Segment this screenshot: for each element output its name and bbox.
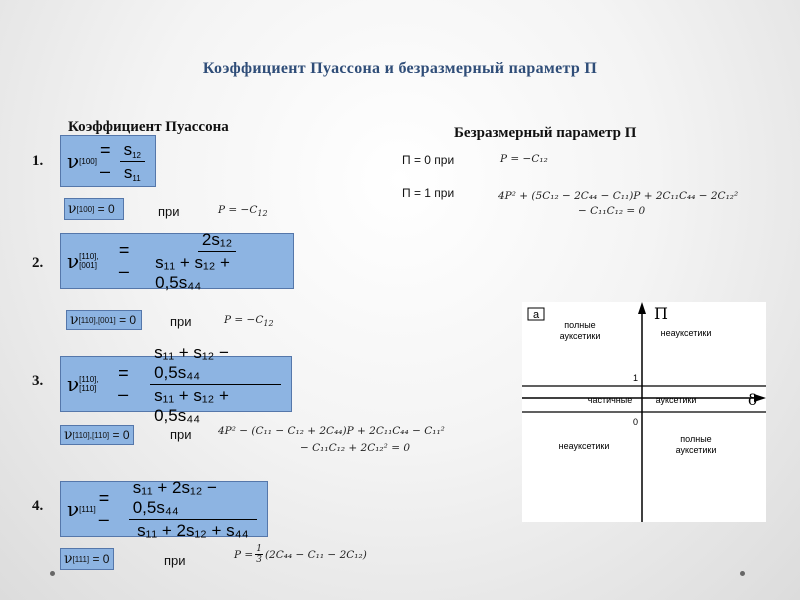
item-2-condition: $P = -C_{12}$	[224, 314, 274, 328]
item-2-number: 2.	[32, 255, 44, 271]
denominator: s₁₁ + s₁₂ + 0,5s₄₄	[154, 385, 229, 425]
pi-one-lhs: П = 1 при	[402, 186, 455, 200]
fraction	[151, 230, 283, 293]
panel-label: a	[532, 309, 540, 321]
q-top-right: неауксетики	[660, 328, 712, 338]
tick-1: 1	[633, 373, 639, 383]
denominator: $s_{11}$	[123, 162, 141, 183]
item-3-formula: ν [110],[110] = – $\frac{\text{s₁₁ + s₁₂ − 0,5s₄₄}}{\text{s₁₁ + s₁₂ + 0,5s₄₄}}$	[60, 356, 292, 412]
denominator: s₁₁ + 2s₁₂ + s₄₄	[137, 520, 249, 540]
item-4-pri: при	[164, 553, 186, 568]
item-1-number: 1.	[32, 153, 44, 169]
numerator: $s_{12}$	[120, 140, 145, 162]
item-2-zero-box: ν [110],[001] = 0	[66, 310, 142, 330]
item-2-formula: ν [110],[001] = – $\frac{\text{2s₁₂}}{\text{s₁₁ + s₁₂ + 0,5s₄₄}}$	[60, 233, 294, 289]
item-1-condition: $P = -C_{12}$	[218, 204, 268, 218]
nu-subscript: [100]	[79, 156, 97, 166]
q-top-left-line-2: ауксетики	[559, 331, 601, 341]
mid-right: ауксетики	[655, 395, 697, 405]
item-1-formula	[60, 135, 156, 187]
fraction	[120, 140, 145, 183]
q-bottom-left: неауксетики	[558, 441, 610, 451]
item-4-formula: ν [111] = – $\frac{\text{s₁₁ + 2s₁₂ − 0,5s₄₄}}{\text{s₁₁ + 2s₁₂ + s₄₄}}$	[60, 481, 268, 537]
x-axis-label: δ	[748, 391, 758, 409]
item-3-pri: при	[170, 427, 192, 442]
item-4-zero-box: ν [111] = 0	[60, 548, 114, 570]
item-3-condition-line-1: 4P² − (C₁₁ − C₁₂ + 2C₄₄)P + 2C₁₁C₄₄ − C₁₁²	[218, 425, 445, 437]
item-3-condition-line-2: − C₁₁C₁₂ + 2C₁₂² = 0	[300, 442, 411, 454]
item-4-number: 4.	[32, 498, 44, 514]
fraction	[129, 478, 257, 541]
slide-title: Коэффициент Пуассона и безразмерный параметр П	[202, 60, 598, 77]
mid-left: частичные	[587, 395, 633, 405]
q-top-left-line-1: полные	[564, 320, 596, 330]
item-4-condition: P = $\frac{1}{3}$ (2C₄₄ − C₁₁ − 2C₁₂)	[234, 544, 367, 565]
diagram-svg	[522, 302, 766, 522]
slide-bullet-left	[50, 571, 55, 576]
tick-0: 0	[633, 417, 639, 427]
item-2-pri: при	[170, 314, 192, 329]
fraction	[150, 343, 281, 426]
y-axis-label: П	[654, 304, 668, 323]
q-bottom-right-line-1: полные	[680, 434, 712, 444]
pi-one-condition-line-2: − C₁₁C₁₂ = 0	[578, 205, 646, 217]
item-1-pri: при	[158, 204, 180, 219]
pi-one-condition-line-1: 4P² + (5C₁₂ − 2C₄₄ − C₁₁)P + 2C₁₁C₄₄ − 2C₁₂²	[498, 190, 739, 202]
numerator: 2s₁₂	[198, 230, 236, 252]
auxetic-diagram	[522, 302, 766, 522]
q-bottom-right-line-2: ауксетики	[675, 445, 717, 455]
numerator: s₁₁ + s₁₂ − 0,5s₄₄	[150, 343, 281, 385]
numerator: s₁₁ + 2s₁₂ − 0,5s₄₄	[129, 478, 257, 520]
equals-minus: = –	[99, 140, 111, 181]
pi-zero-lhs: П = 0 при	[402, 153, 455, 167]
parameter-heading: Безразмерный параметр П	[454, 125, 637, 141]
y-axis-arrow	[638, 302, 646, 314]
nu-symbol: ν	[67, 149, 80, 173]
item-3-number: 3.	[32, 373, 44, 389]
pi-zero-condition: P = −C₁₂	[500, 153, 548, 165]
item-3-zero-box: ν [110],[110] = 0	[60, 425, 134, 445]
item-1-zero-box: ν [100] = 0	[64, 198, 124, 220]
slide-bullet-right	[740, 571, 745, 576]
poisson-heading: Коэффициент Пуассона	[68, 119, 229, 135]
denominator: s₁₁ + s₁₂ + 0,5s₄₄	[155, 252, 230, 292]
